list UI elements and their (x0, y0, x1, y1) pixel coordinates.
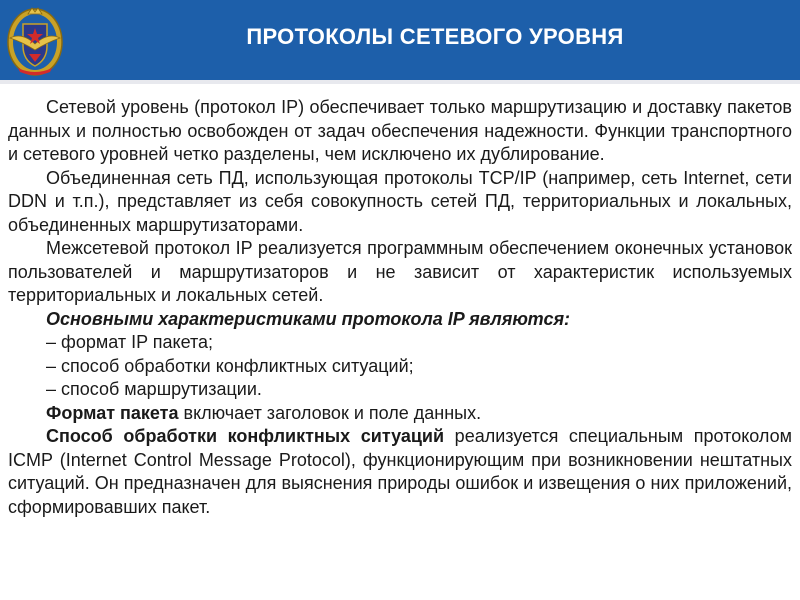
packet-format-text: включает заголовок и поле данных. (178, 402, 482, 423)
page-title: ПРОТОКОЛЫ СЕТЕВОГО УРОВНЯ (246, 24, 624, 49)
conflict-handling-text: реализуется специальным протоколом ICMP (Internet Control Message Protocol), функционирующим при возникновении нештатных ситуаций. Он предназначен для выяснения природы ошибок и извещения о них приложений, сформировавших пакет. (8, 426, 792, 517)
characteristics-heading: Основными характеристиками протокола IP являются: (46, 308, 571, 329)
packet-format-term: Формат пакета (46, 402, 179, 423)
military-emblem-icon (4, 2, 66, 78)
content-body (8, 96, 792, 519)
conflict-handling-term: Способ обработки конфликтных ситуаций (46, 426, 445, 446)
header-bar (0, 0, 800, 80)
paragraph-1: Сетевой уровень (протокол IP) обеспечивает только маршрутизацию и доставку пакетов данных и полностью освобожден от задач обеспечения надежности. Функции транспортного и сетевого уровней четко разделены, чем исключено их дублирование. (8, 97, 792, 164)
paragraph-2: Объединенная сеть ПД, использующая протоколы TCP/IP (например, сеть Internet, сети DDN и т.п.), представляет из себя совокупность сетей ПД, территориальных и локальных, объединенных маршрутизаторами. (8, 167, 792, 235)
list-item: – способ маршрутизации. (46, 379, 262, 399)
list-item: – способ обработки конфликтных ситуаций; (46, 355, 414, 376)
list-item: – формат IP пакета; (46, 332, 214, 352)
paragraph-packet-format (8, 402, 792, 426)
header-divider (0, 80, 800, 84)
paragraph-conflict-handling (8, 425, 792, 519)
paragraph-3: Межсетевой протокол IP реализуется программным обеспечением оконечных установок пользователей и маршрутизаторов и не зависит от характеристик используемых территориальных и локальных сетей. (8, 238, 792, 305)
